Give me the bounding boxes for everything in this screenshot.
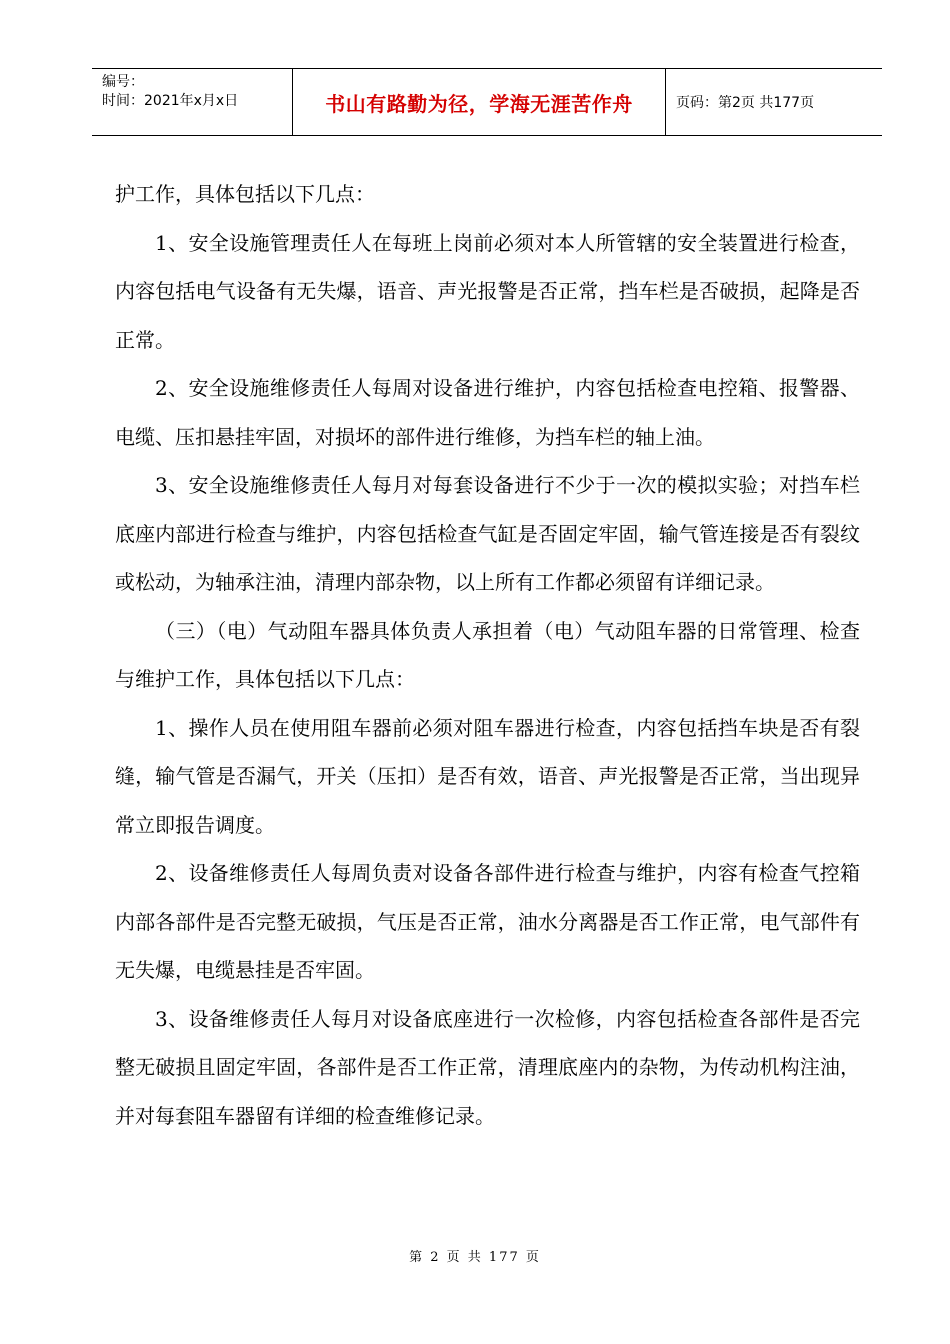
document-body [115, 170, 860, 1140]
paragraph: 2、设备维修责任人每周负责对设备各部件进行检查与维护，内容有检查气控箱内部各部件是否完整无破损，气压是否正常，油水分离器是否工作正常，电气部件有无失爆，电缆悬挂是否牢固。 [115, 861, 860, 982]
document-time-label: 时间：2021年x月x日 [102, 93, 239, 109]
document-number-label: 编号： [102, 74, 144, 90]
header-page-code: 页码：第2页 共177页 [676, 95, 815, 111]
paragraph: 1、安全设施管理责任人在每班上岗前必须对本人所管辖的安全装置进行检查，内容包括电气设备有无失爆，语音、声光报警是否正常，挡车栏是否破损，起降是否正常。 [115, 230, 860, 352]
page-footer: 第 2 页 共 177 页 [409, 1250, 541, 1265]
paragraph: （三）（电）气动阻车器具体负责人承担着（电）气动阻车器的日常管理、检查与维护工作，具体包括以下几点： [115, 618, 860, 691]
paragraph: 护工作，具体包括以下几点： [115, 182, 375, 206]
header-motto: 书山有路勤为径，学海无涯苦作舟 [293, 69, 666, 135]
paragraph: 3、安全设施维修责任人每月对每套设备进行不少于一次的模拟实验；对挡车栏底座内部进行检查与维护，内容包括检查气缸是否固定牢固，输气管连接是否有裂纹或松动，为轴承注油，清理内部杂物，以上所有工作都必须留有详细记录。 [115, 473, 860, 594]
page-header [92, 68, 882, 136]
header-meta [92, 69, 293, 135]
paragraph: 1、操作人员在使用阻车器前必须对阻车器进行检查，内容包括挡车块是否有裂缝，输气管是否漏气，开关（压扣）是否有效，语音、声光报警是否正常，当出现异常立即报告调度。 [115, 715, 860, 837]
paragraph: 3、设备维修责任人每月对设备底座进行一次检修，内容包括检查各部件是否完整无破损且固定牢固，各部件是否工作正常，清理底座内的杂物，为传动机构注油，并对每套阻车器留有详细的检查维修记录。 [115, 1006, 860, 1128]
paragraph: 2、安全设施维修责任人每周对设备进行维护，内容包括检查电控箱、报警器、电缆、压扣悬挂牢固，对损坏的部件进行维修，为挡车栏的轴上油。 [115, 376, 860, 449]
